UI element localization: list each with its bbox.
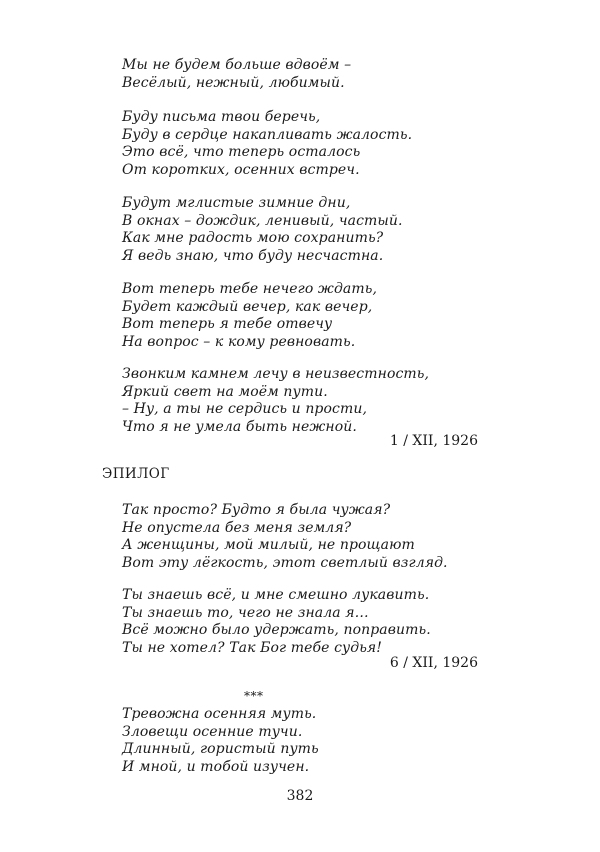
verse-line: В окнах – дождик, ленивый, частый. [122,212,403,229]
verse-line: Это всё, что теперь осталось [122,144,361,160]
poem-stanza [122,502,448,572]
poem-stanza [122,281,377,351]
poem-stanza [122,366,429,436]
verse-line: Весёлый, нежный, любимый. [122,74,345,91]
verse-line: Звонким камнем лечу в неизвестность, [122,366,430,382]
poem-stanza [122,57,351,92]
verse-line: Ты знаешь всё, и мне смешно лукавить. [122,587,430,603]
verse-line: Мы не будем больше вдвоём – [122,57,352,73]
verse-line: И мной, и тобой изучен. [122,758,310,775]
verse-line: – Ну, а ты не сердись и прости, [122,401,368,417]
verse-line: Ты не хотел? Так Бог тебе судья! [122,639,383,656]
verse-line: Вот теперь я тебе отвечу [122,316,333,332]
poem-stanza [122,109,412,179]
poem-stanza [122,195,403,265]
verse-line: Не опустела без меня земля? [122,519,352,536]
verse-line: Что я не умела быть нежной. [122,418,357,435]
verse-line: Тревожна осенняя муть. [122,706,317,722]
verse-line: Буду в сердце накапливать жалость. [122,126,413,143]
verse-line: От коротких, осенних встреч. [122,161,360,178]
section-heading: ЭПИЛОГ [102,466,170,482]
verse-line: Яркий свет на моём пути. [122,383,328,400]
poem-stanza [122,587,431,657]
verse-line: Вот теперь тебе нечего ждать, [122,281,378,297]
page-number: 382 [286,788,314,804]
verse-line: На вопрос – к кому ревновать. [122,333,356,350]
verse-line: Ты знаешь то, чего не знала я… [122,604,369,621]
poem-stanza [122,706,319,776]
verse-line: Как мне радость мою сохранить? [122,230,384,246]
verse-line: Буду письма твои беречь, [122,109,321,125]
verse-line: Будут мглистые зимние дни, [122,195,351,211]
verse-line: Я ведь знаю, что буду несчастна. [122,247,384,264]
verse-line: Зловещи осенние тучи. [122,723,303,740]
poem-date: 1 / XII, 1926 [389,433,478,449]
verse-line: Всё можно было удержать, поправить. [122,622,431,638]
verse-line: Так просто? Будто я была чужая? [122,502,391,518]
verse-line: Длинный, гористый путь [122,741,319,757]
verse-line: Вот эту лёгкость, этот светлый взгляд. [122,554,448,571]
verse-line: А женщины, мой милый, не прощают [122,537,415,553]
poem-date: 6 / XII, 1926 [389,655,478,671]
poem-separator: *** [244,689,264,703]
verse-line: Будет каждый вечер, как вечер, [122,298,373,315]
